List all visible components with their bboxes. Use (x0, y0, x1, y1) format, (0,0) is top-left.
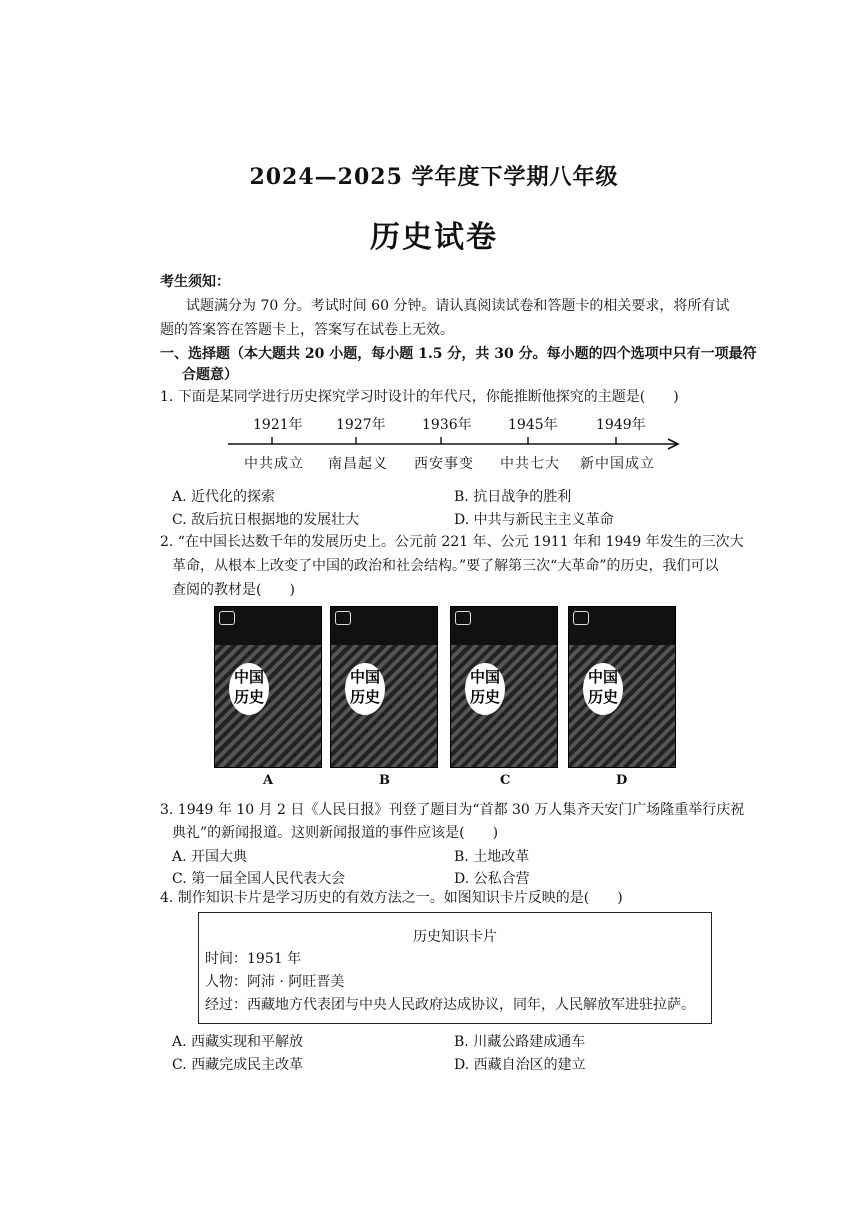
card-title: 历史知识卡片 (413, 929, 497, 945)
timeline-axis (226, 436, 686, 452)
q4-stem: 4. 制作知识卡片是学习历史的有效方法之一。如图知识卡片反映的是( ) (160, 890, 623, 906)
card-time: 时间：1951 年 (205, 951, 302, 967)
textbook-cover-b[interactable] (330, 606, 438, 768)
cover-title: 中国历史 (465, 663, 505, 715)
timeline-event: 中共七大 (500, 456, 560, 472)
q1-option-b[interactable]: B. 抗日战争的胜利 (454, 489, 572, 505)
publisher-logo-icon (455, 611, 471, 625)
timeline-year: 1927年 (336, 417, 386, 433)
q2-stem-line-2: 革命，从根本上改变了中国的政治和社会结构。”要了解第三次“大革命”的历史，我们可以 (172, 558, 719, 574)
exam-year-title: 2024—2025 学年度下学期八年级 (249, 164, 619, 190)
q2-stem-line-3: 查阅的教材是( ) (172, 582, 295, 598)
book-letter-a: A (263, 773, 274, 788)
timeline-event: 西安事变 (414, 456, 474, 472)
cover-illustration (451, 645, 557, 767)
cover-title: 中国历史 (345, 663, 385, 715)
timeline-year: 1945年 (508, 417, 558, 433)
section-heading-line-2: 合题意） (182, 367, 238, 383)
timeline-event: 中共成立 (244, 456, 304, 472)
textbook-cover-a[interactable] (214, 606, 322, 768)
q1-option-c[interactable]: C. 敌后抗日根据地的发展壮大 (172, 512, 360, 528)
publisher-logo-icon (573, 611, 589, 625)
cover-title: 中国历史 (229, 663, 269, 715)
notice-line-2: 题的答案答在答题卡上，答案写在试卷上无效。 (160, 322, 454, 338)
timeline-event: 新中国成立 (580, 456, 655, 472)
q3-option-a[interactable]: A. 开国大典 (172, 849, 248, 865)
q4-option-a[interactable]: A. 西藏实现和平解放 (172, 1034, 304, 1050)
book-letter-d: D (616, 773, 628, 788)
book-letter-c: C (500, 773, 511, 788)
q3-option-d[interactable]: D. 公私合营 (454, 871, 530, 887)
knowledge-card (198, 912, 712, 1024)
textbook-cover-c[interactable] (450, 606, 558, 768)
q1-option-d[interactable]: D. 中共与新民主主义革命 (454, 512, 614, 528)
timeline-event: 南昌起义 (328, 456, 388, 472)
timeline-year: 1921年 (253, 417, 303, 433)
publisher-logo-icon (335, 611, 351, 625)
q3-stem-line-1: 3. 1949 年 10 月 2 日《人民日报》刊登了题目为“首都 30 万人集齐天安门广场隆重举行庆祝 (160, 802, 745, 818)
cover-illustration (215, 645, 321, 767)
q4-option-b[interactable]: B. 川藏公路建成通车 (454, 1034, 586, 1050)
section-heading-line-1: 一、选择题（本大题共 20 小题，每小题 1.5 分，共 30 分。每小题的四个选项中只有一项最符 (160, 346, 757, 362)
timeline-year: 1936年 (422, 417, 472, 433)
book-letter-b: B (379, 773, 390, 788)
q3-option-c[interactable]: C. 第一届全国人民代表大会 (172, 871, 346, 887)
timeline-year: 1949年 (596, 417, 646, 433)
publisher-logo-icon (219, 611, 235, 625)
cover-illustration (569, 645, 675, 767)
card-people: 人物：阿沛 · 阿旺晋美 (205, 974, 345, 990)
cover-title: 中国历史 (583, 663, 623, 715)
cover-illustration (331, 645, 437, 767)
q4-option-d[interactable]: D. 西藏自治区的建立 (454, 1057, 586, 1073)
exam-subject-title: 历史试卷 (370, 220, 498, 255)
notice-heading: 考生须知： (160, 274, 230, 290)
textbook-cover-d[interactable] (568, 606, 676, 768)
q4-option-c[interactable]: C. 西藏完成民主改革 (172, 1057, 304, 1073)
q1-option-a[interactable]: A. 近代化的探索 (172, 489, 276, 505)
q3-option-b[interactable]: B. 土地改革 (454, 849, 530, 865)
notice-line-1: 试题满分为 70 分。考试时间 60 分钟。请认真阅读试卷和答题卡的相关要求，将所有试 (186, 298, 730, 314)
q1-stem: 1. 下面是某同学进行历史探究学习时设计的年代尺，你能推断他探究的主题是( ) (160, 389, 679, 405)
q3-stem-line-2: 典礼”的新闻报道。这则新闻报道的事件应该是( ) (172, 825, 499, 841)
card-process: 经过：西藏地方代表团与中央人民政府达成协议，同年，人民解放军进驻拉萨。 (205, 997, 695, 1013)
q2-stem-line-1: 2. “在中国长达数千年的发展历史上。公元前 221 年、公元 1911 年和 1949 年发生的三次大 (160, 534, 744, 550)
